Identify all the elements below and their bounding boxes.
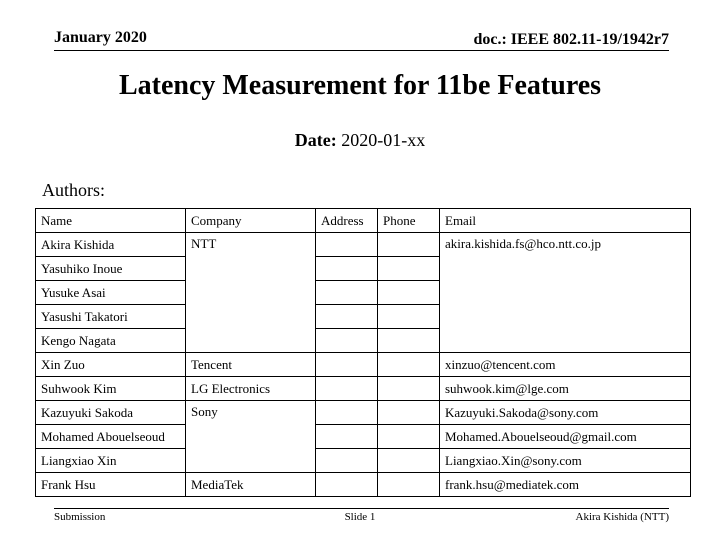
- slide-title: Latency Measurement for 11be Features: [118, 70, 602, 101]
- author-phone: [378, 425, 440, 449]
- footer-divider: [54, 508, 669, 509]
- author-phone: [378, 353, 440, 377]
- author-phone: [378, 377, 440, 401]
- header-divider: [54, 50, 669, 51]
- author-email: suhwook.kim@lge.com: [440, 377, 691, 401]
- author-name: Suhwook Kim: [36, 377, 186, 401]
- table-row: [36, 401, 691, 425]
- author-phone: [378, 329, 440, 353]
- author-company: NTT: [186, 233, 316, 353]
- author-address: [316, 449, 378, 473]
- author-address: [316, 353, 378, 377]
- author-address: [316, 425, 378, 449]
- date-value: 2020-01-xx: [341, 130, 426, 150]
- author-email: Kazuyuki.Sakoda@sony.com: [440, 401, 691, 425]
- author-company: Tencent: [186, 353, 316, 377]
- author-name: Kengo Nagata: [36, 329, 186, 353]
- author-address: [316, 305, 378, 329]
- column-header-phone: Phone: [378, 209, 440, 233]
- table-row: [36, 473, 691, 497]
- date-line: [0, 130, 720, 151]
- author-name: Yasushi Takatori: [36, 305, 186, 329]
- author-phone: [378, 257, 440, 281]
- author-address: [316, 281, 378, 305]
- author-phone: [378, 473, 440, 497]
- author-phone: [378, 281, 440, 305]
- author-name: Akira Kishida: [36, 233, 186, 257]
- footer-slide-number: Slide 1: [344, 511, 376, 523]
- table-row: [36, 449, 691, 473]
- author-address: [316, 257, 378, 281]
- author-company: MediaTek: [186, 473, 316, 497]
- author-company: Sony: [186, 401, 316, 473]
- author-address: [316, 401, 378, 425]
- author-email: frank.hsu@mediatek.com: [440, 473, 691, 497]
- table-row: [36, 233, 691, 257]
- author-address: [316, 473, 378, 497]
- footer-submission: Submission: [54, 511, 106, 523]
- author-name: Mohamed Abouelseoud: [36, 425, 186, 449]
- table-row: [36, 425, 691, 449]
- table-header-row: [36, 209, 691, 233]
- author-email: Mohamed.Abouelseoud@gmail.com: [440, 425, 691, 449]
- author-phone: [378, 401, 440, 425]
- table-row: [36, 377, 691, 401]
- author-email: xinzuo@tencent.com: [440, 353, 691, 377]
- column-header-name: Name: [36, 209, 186, 233]
- authors-table: [35, 208, 691, 497]
- footer-author: Akira Kishida (NTT): [575, 511, 669, 523]
- author-email: Liangxiao.Xin@sony.com: [440, 449, 691, 473]
- column-header-company: Company: [186, 209, 316, 233]
- author-name: Xin Zuo: [36, 353, 186, 377]
- author-name: Yasuhiko Inoue: [36, 257, 186, 281]
- author-phone: [378, 233, 440, 257]
- author-name: Yusuke Asai: [36, 281, 186, 305]
- author-address: [316, 233, 378, 257]
- authors-label: Authors:: [42, 180, 105, 200]
- header-date: January 2020: [54, 29, 147, 46]
- table-row: [36, 353, 691, 377]
- author-address: [316, 329, 378, 353]
- author-email: akira.kishida.fs@hco.ntt.co.jp: [440, 233, 691, 353]
- column-header-address: Address: [316, 209, 378, 233]
- author-address: [316, 377, 378, 401]
- author-name: Frank Hsu: [36, 473, 186, 497]
- header-doc-number: doc.: IEEE 802.11-19/1942r7: [473, 31, 669, 48]
- author-company: LG Electronics: [186, 377, 316, 401]
- author-name: Kazuyuki Sakoda: [36, 401, 186, 425]
- author-phone: [378, 449, 440, 473]
- author-phone: [378, 305, 440, 329]
- column-header-email: Email: [440, 209, 691, 233]
- author-name: Liangxiao Xin: [36, 449, 186, 473]
- date-label: Date:: [294, 130, 337, 150]
